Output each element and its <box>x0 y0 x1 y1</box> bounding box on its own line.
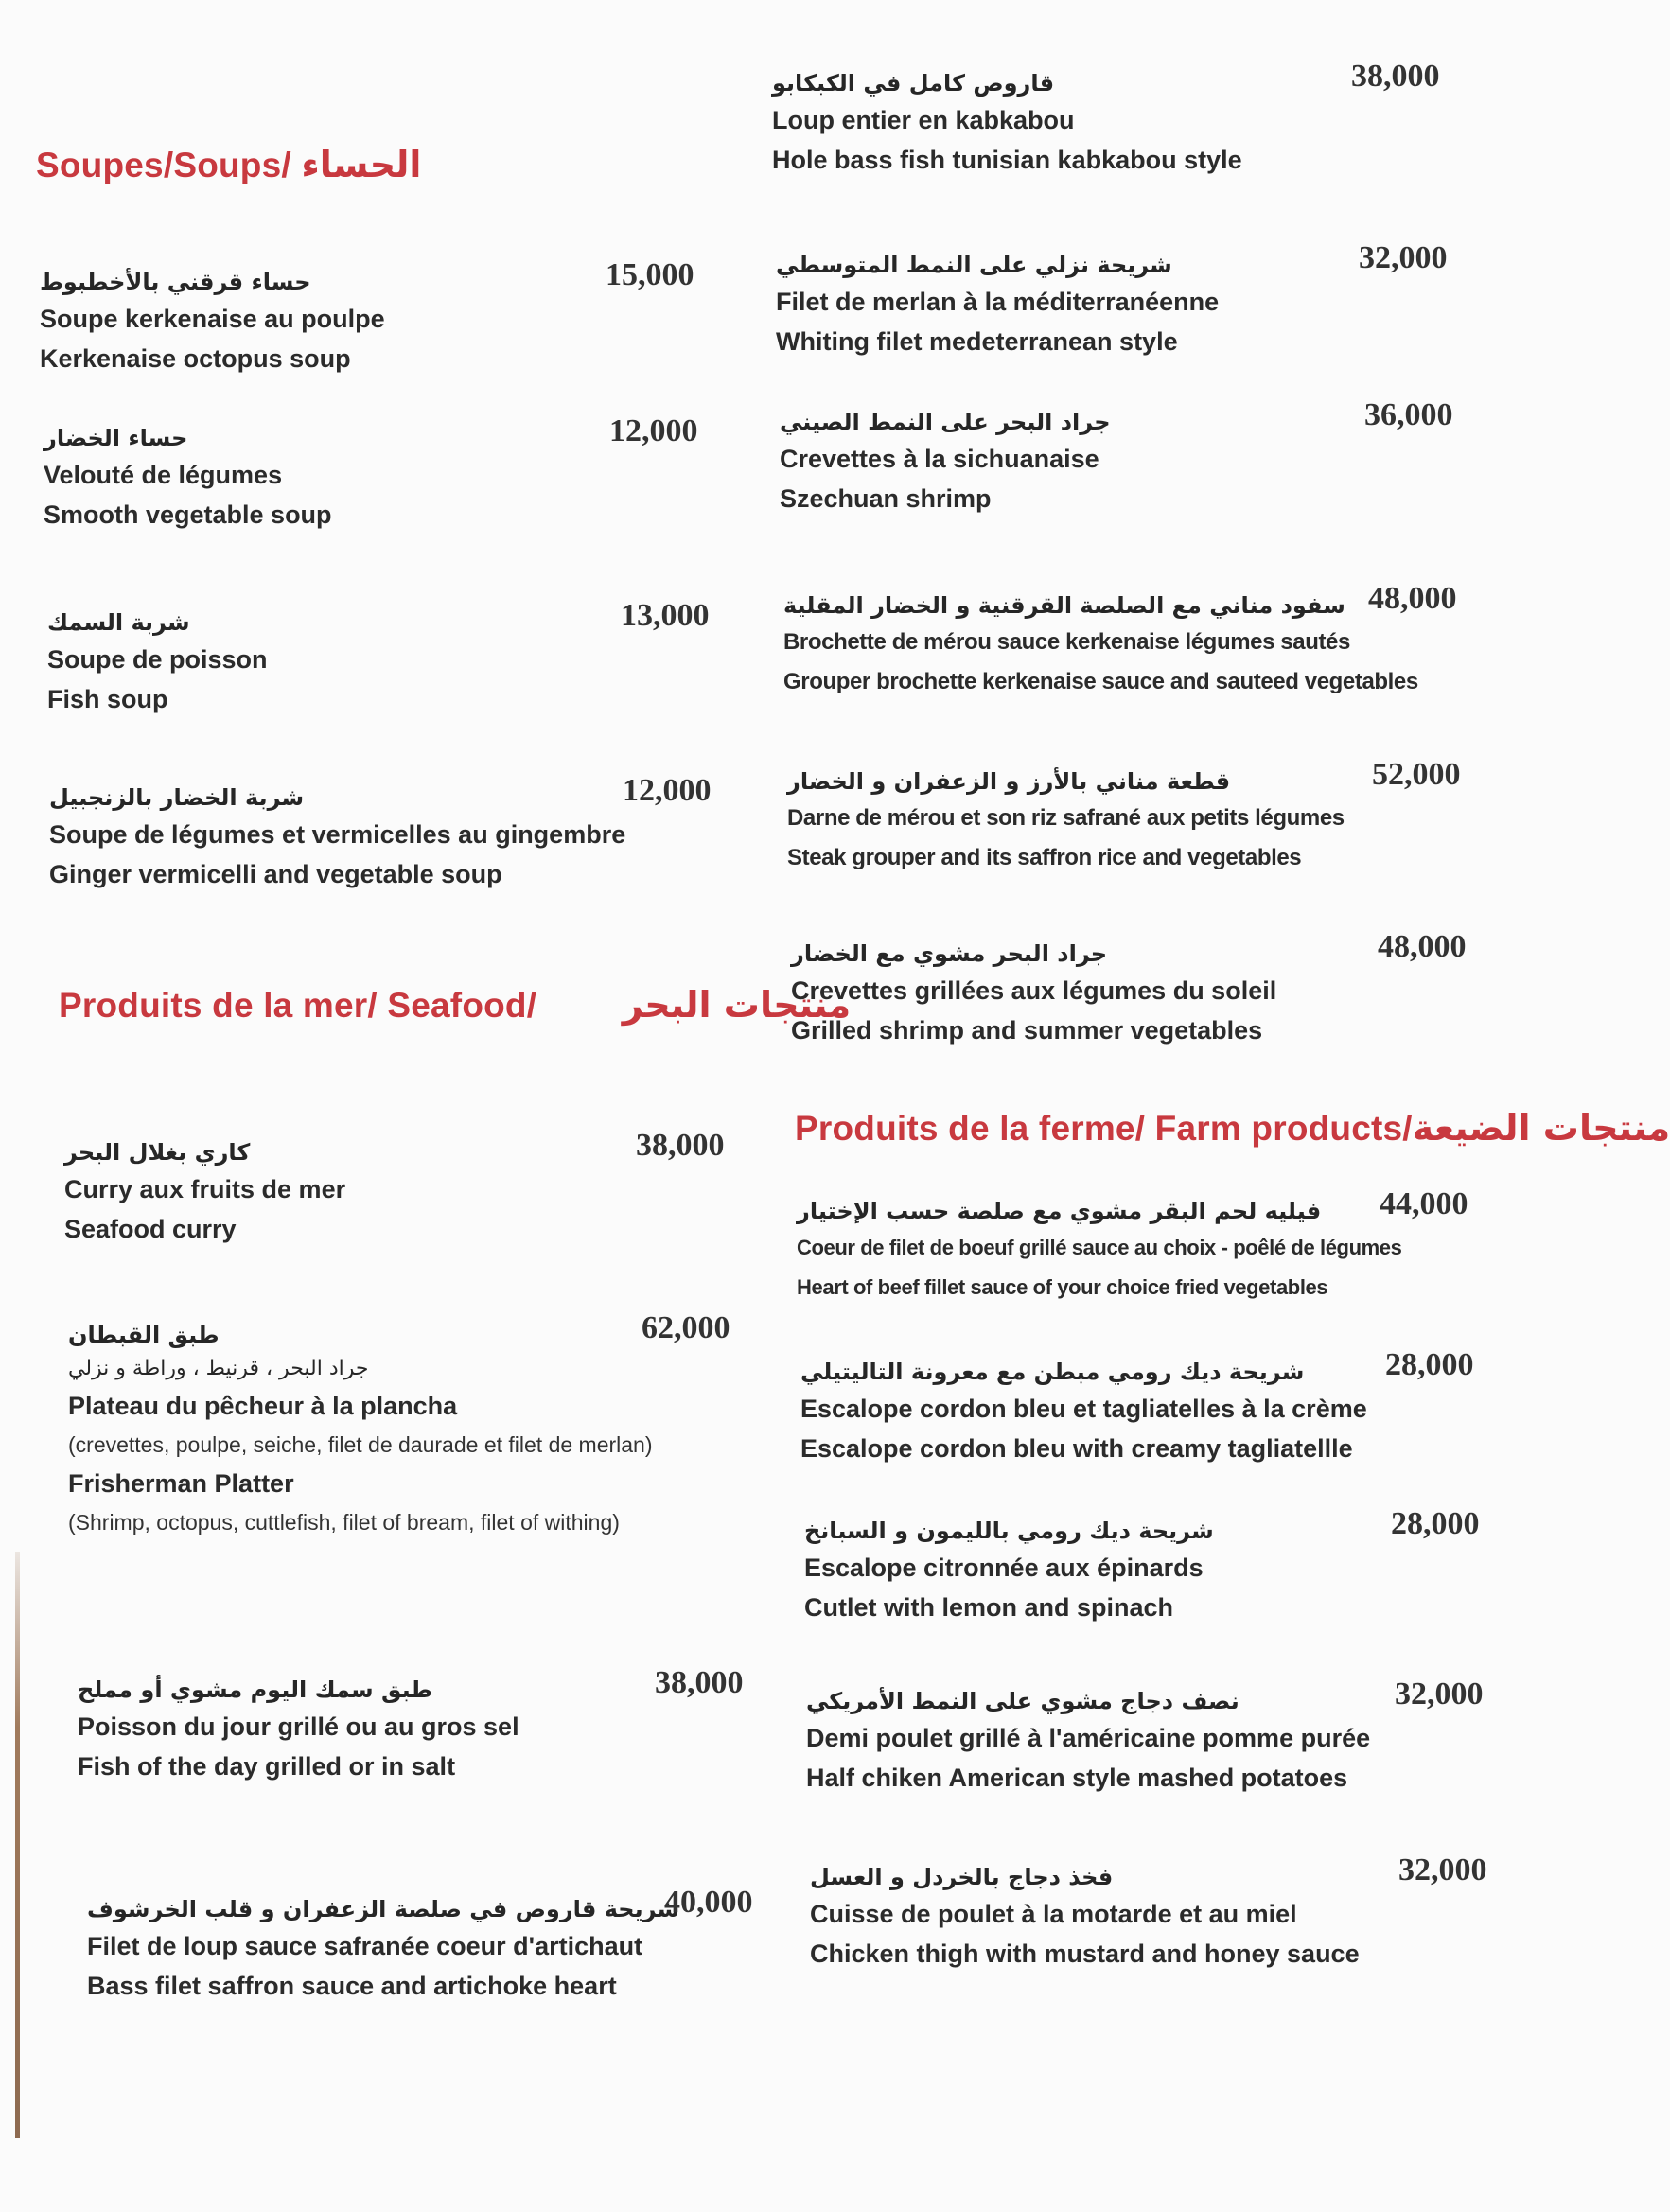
item-name-fr: Escalope citronnée aux épinards <box>804 1554 1204 1582</box>
section-title-fr-en: Produits de la ferme/ Farm products/ <box>795 1109 1413 1148</box>
item-name-fr: Curry aux fruits de mer <box>64 1175 346 1203</box>
item-name-en: Escalope cordon bleu with creamy tagliatellle <box>800 1434 1353 1463</box>
item-price: 32,000 <box>1395 1677 1484 1712</box>
item-name-en: Grouper brochette kerkenaise sauce and sauteed vegetables <box>783 669 1418 694</box>
menu-item <box>776 240 1457 361</box>
item-name-ar: حساء الخضار <box>44 425 188 451</box>
item-name-en: Cutlet with lemon and spinach <box>804 1593 1174 1622</box>
item-name-fr: Demi poulet grillé à l'américaine pomme purée <box>806 1724 1371 1752</box>
item-name-fr: Soupe kerkenaise au poulpe <box>40 305 385 333</box>
menu-item <box>787 757 1506 878</box>
item-name-en: Smooth vegetable soup <box>44 500 332 529</box>
menu-item <box>804 1506 1485 1627</box>
section-title-ar: الحساء <box>301 144 422 185</box>
item-name-ar: جراد البحر على النمط الصيني <box>780 409 1111 435</box>
item-name-en: Whiting filet medeterranean style <box>776 327 1178 356</box>
menu-item <box>791 929 1472 1050</box>
item-price: 15,000 <box>606 257 694 292</box>
menu-item <box>783 581 1503 702</box>
menu-item <box>780 397 1461 518</box>
menu-item <box>68 1310 768 1541</box>
menu-item <box>772 59 1453 180</box>
item-name-en: Half chiken American style mashed potatoes <box>806 1764 1348 1792</box>
item-name-fr: Soupe de légumes et vermicelles au gingembre <box>49 820 626 849</box>
item-price: 38,000 <box>636 1128 725 1163</box>
item-name-fr: Coeur de filet de boeuf grillé sauce au choix - poêlé de légumes <box>797 1236 1402 1259</box>
item-name-fr: Poisson du jour grillé ou au gros sel <box>78 1712 519 1741</box>
item-name-en: Kerkenaise octopus soup <box>40 344 351 373</box>
item-name-ar: شريحة قاروص في صلصة الزعفران و قلب الخرشوف <box>87 1896 680 1922</box>
menu-item <box>78 1665 778 1786</box>
menu-item <box>806 1677 1525 1798</box>
item-name-ar: سفود مناني مع الصلصة القرقنية و الخضار المقلية <box>783 592 1345 619</box>
item-name-ar: كاري بغلال البحر <box>64 1139 251 1166</box>
item-name-fr: Escalope cordon bleu et tagliatelles à la crème <box>800 1395 1367 1423</box>
item-desc-fr: (crevettes, poulpe, seiche, filet de daurade et filet de merlan) <box>68 1432 653 1457</box>
item-name-en: Fish of the day grilled or in salt <box>78 1752 456 1781</box>
item-price: 36,000 <box>1364 397 1453 432</box>
section-title-fr-en: Soupes/Soups/ <box>36 146 291 184</box>
item-name-ar: شريحة نزلي على النمط المتوسطي <box>776 252 1172 278</box>
item-name-ar: فخذ دجاج بالخردل و العسل <box>810 1864 1114 1890</box>
item-name-en: Bass filet saffron sauce and artichoke heart <box>87 1972 617 2000</box>
item-name-en: Grilled shrimp and summer vegetables <box>791 1016 1263 1045</box>
item-name-ar: جراد البحر مشوي مع الخضار <box>791 940 1108 967</box>
menu-item <box>797 1186 1516 1308</box>
item-price: 44,000 <box>1380 1186 1468 1221</box>
item-name-en: Ginger vermicelli and vegetable soup <box>49 860 502 888</box>
item-price: 12,000 <box>609 413 698 448</box>
section-title-soups <box>36 144 421 185</box>
item-price: 52,000 <box>1372 757 1461 792</box>
item-name-ar: طبق سمك اليوم مشوي أو مملح <box>78 1677 433 1703</box>
item-price: 12,000 <box>623 773 712 808</box>
item-desc-en: (Shrimp, octopus, cuttlefish, filet of bream, filet of withing) <box>68 1510 620 1535</box>
menu-item <box>44 413 744 535</box>
item-name-fr: Loup entier en kabkabou <box>772 106 1075 134</box>
item-name-ar: قاروص كامل في الكبكابو <box>772 70 1055 97</box>
menu-item <box>810 1852 1529 1974</box>
item-name-ar: قطعة مناني بالأرز و الزعفران و الخضار <box>787 768 1231 795</box>
scan-edge-line <box>15 1552 20 2138</box>
item-price: 62,000 <box>642 1310 730 1345</box>
menu-item <box>40 257 740 378</box>
item-name-ar: شربة الخضار بالزنجبيل <box>49 784 305 811</box>
item-name-en: Szechuan shrimp <box>780 484 992 513</box>
item-price: 48,000 <box>1378 929 1467 964</box>
menu-item <box>47 598 747 719</box>
section-title-seafood <box>59 984 851 1026</box>
item-price: 28,000 <box>1385 1347 1474 1382</box>
item-name-fr: Filet de loup sauce safranée coeur d'artichaut <box>87 1932 643 1960</box>
menu-item <box>64 1128 765 1249</box>
item-name-en: Chicken thigh with mustard and honey sauce <box>810 1940 1360 1968</box>
item-name-en: Frisherman Platter <box>68 1469 294 1498</box>
item-name-en: Hole bass fish tunisian kabkabou style <box>772 146 1242 174</box>
item-price: 38,000 <box>1351 59 1440 94</box>
item-name-ar: شريحة ديك رومي مبطن مع معرونة التاليتيلي <box>800 1359 1305 1385</box>
item-price: 13,000 <box>621 598 710 633</box>
item-desc-ar: جراد البحر ، قرنيط ، وراطة و نزلي <box>68 1357 369 1380</box>
section-title-ar: منتجات البحر <box>622 984 852 1026</box>
item-price: 38,000 <box>655 1665 744 1700</box>
item-price: 32,000 <box>1398 1852 1487 1887</box>
menu-item <box>800 1347 1520 1468</box>
item-name-fr: Darne de mérou et son riz safrané aux petits légumes <box>787 805 1345 831</box>
item-name-ar: شريحة ديك رومي بالليمون و السبانخ <box>804 1518 1214 1544</box>
item-price: 48,000 <box>1368 581 1457 616</box>
item-name-fr: Brochette de mérou sauce kerkenaise légumes sautés <box>783 629 1350 655</box>
menu-item <box>87 1885 787 2006</box>
item-name-fr: Crevettes grillées aux légumes du soleil <box>791 976 1277 1005</box>
item-name-ar: طبق القبطان <box>68 1322 220 1348</box>
item-name-en: Steak grouper and its saffron rice and vegetables <box>787 845 1302 870</box>
item-name-ar: شربة السمك <box>47 609 190 636</box>
item-name-en: Heart of beef fillet sauce of your choice fried vegetables <box>797 1275 1328 1299</box>
item-name-ar: فيليه لحم البقر مشوي مع صلصة حسب الإختيار <box>797 1198 1322 1224</box>
item-name-fr: Plateau du pêcheur à la plancha <box>68 1392 458 1420</box>
item-name-en: Seafood curry <box>64 1215 237 1243</box>
item-price: 40,000 <box>664 1885 753 1920</box>
item-price: 32,000 <box>1359 240 1448 275</box>
section-title-ar: منتجات الضيعة <box>1412 1107 1670 1149</box>
item-name-fr: Cuisse de poulet à la motarde et au miel <box>810 1900 1297 1928</box>
item-name-fr: Crevettes à la sichuanaise <box>780 445 1099 473</box>
menu-item <box>49 773 749 894</box>
item-name-fr: Filet de merlan à la méditerranéenne <box>776 288 1220 316</box>
item-name-fr: Soupe de poisson <box>47 645 268 674</box>
item-price: 28,000 <box>1391 1506 1480 1541</box>
item-name-ar: نصف دجاج مشوي على النمط الأمريكي <box>806 1688 1239 1714</box>
item-name-ar: حساء قرقني بالأخطبوط <box>40 269 311 295</box>
section-title-fr-en: Produits de la mer/ Seafood/ <box>59 986 537 1025</box>
section-title-farm <box>795 1107 1670 1149</box>
item-name-en: Fish soup <box>47 685 168 713</box>
item-name-fr: Velouté de légumes <box>44 461 283 489</box>
